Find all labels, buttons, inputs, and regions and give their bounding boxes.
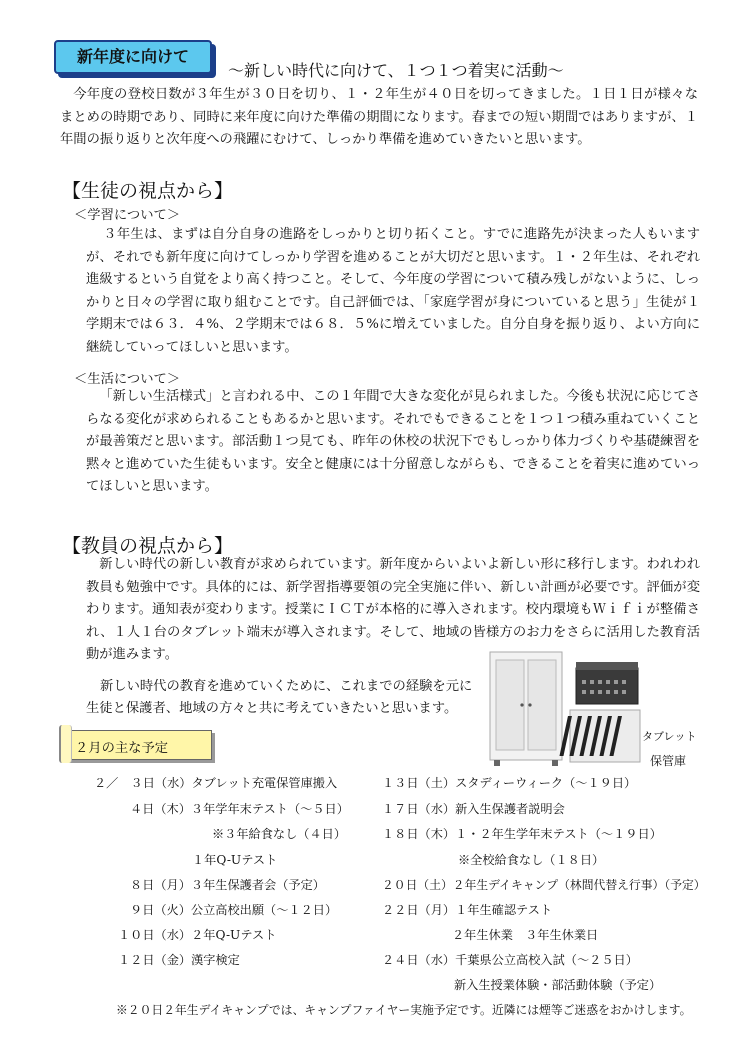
schedule-right-item: ２年生休業 ３年生休業日 [452,928,599,942]
life-paragraph: 「新しい生活様式」と言われる中、この１年間で大きな変化が見られました。今後も状況に応じてさらなる変化が求められることもあるかと思います。それでもできることを１つ１つ積み重ねていくことが最善策だと思います。部活動１つ見ても、昨年の休校の状況下でもしっかり体力づくりや基礎練習を黙々と進めていた生徒もいます。安全と健康には十分留意しながらも、できることを着実に進めていってほしいと思います。 [86,389,700,494]
schedule-right-item: １８日（木）１・２年生学年末テスト（～１９日） [382,827,662,841]
teachers-paragraph: 新しい時代の新しい教育が求められています。新年度からいよいよ新しい形に移行します。われわれ教員も勉強中です。具体的には、新学習指導要領の完全実施に伴い、新しい計画が必要です。評価が変わります。通知表が変わります。授業にＩＣＴが本格的に導入されます。校内環境もＷｉｆｉが整備され、１人１台のタブレット端末が導入されます。そして、地域の皆様方のお力をさらに活用した教育活動が進みます。 [86,557,700,662]
study-label: ＜学習について＞ [74,208,181,223]
tablet-storage-illustration [486,650,700,768]
schedule-right-item: ２２日（月）１年生確認テスト [382,903,553,917]
schedule-right-item: ２０日（土）２年生デイキャンプ（林間代替え行事）（予定） [382,878,706,892]
schedule-left-item: ※３年給食なし（４日） [212,827,347,841]
schedule-title: ２月の主な予定 [75,741,169,756]
teachers-paragraph-2-line1: 新しい時代の教育を進めていくために、これまでの経験を元に [100,679,473,694]
schedule-left-item: １年Q-Uテスト [192,853,278,867]
teachers-heading: 【教員の視点から】 [62,535,234,557]
schedule-right-item: １３日（土）スタディーウィーク（～１９日） [382,776,637,790]
schedule-left-item: １０日（水）２年Q-Uテスト [118,928,277,942]
life-label: ＜生活について＞ [74,372,181,387]
schedule-right-item: 新入生授業体験・部活動体験（予定） [454,978,662,992]
schedule-right-item: １７日（水）新入生保護者説明会 [382,802,565,816]
schedule-right-item: ２４日（水）千葉県公立高校入試（～２５日） [382,953,638,967]
section-badge: 新年度に向けて [54,40,212,74]
image-caption-1: タブレット [642,730,697,743]
tablet-storage-photo [486,650,700,768]
study-paragraph: ３年生は、まずは自分自身の進路をしっかりと切り拓くこと。すでに進路先が決まった人もいますが、それでも新年度に向けてしっかり学習を進めることが大切だと思います。１・２年生は、それぞれ進級するという自覚をより高く持つこと。そして、今年度の学習について積み残しがないように、しっかりと日々の学習に取り組むことです。自己評価では、「家庭学習が身についていると思う」生徒が１学期末では６３．４%、２学期末では６８．５%に増えていました。自分自身を振り返り、よい方向に継続していってほしいと思います。 [86,227,700,355]
students-heading: 【生徒の視点から】 [62,180,234,202]
schedule-note: ※２０日２年生デイキャンプでは、キャンプファイヤー実施予定です。近隣には煙等ご迷惑をおかけします。 [116,1003,692,1017]
image-caption-2: 保管庫 [650,754,687,768]
intro-paragraph: 今年度の登校日数が３年生が３０日を切り、１・２年生が４０日を切ってきました。１日１日が様々なまとめの時期であり、同時に来年度に向けた準備の期間になります。春までの短い期間ではありますが、１年間の振り返りと次年度への飛躍にむけて、しっかり準備を進めていきたいと思います。 [60,87,698,147]
schedule-left-item: ９日（火）公立高校出願（～１２日） [130,903,338,917]
teachers-paragraph-2-line2: 生徒と保護者、地域の方々と共に考えていきたいと思います。 [86,701,458,716]
schedule-left-item: ２／ ３日（水）タブレット充電保管庫搬入 [94,776,338,790]
schedule-left-item: １２日（金）漢字検定 [118,953,240,967]
schedule-left-item: ４日（木）３年学年末テスト（～５日） [130,802,349,816]
page-subtitle: ～新しい時代に向けて、１つ１つ着実に活動～ [228,61,564,80]
schedule-title-box [66,730,212,760]
schedule-left-item: ８日（月）３年生保護者会（予定） [130,878,325,892]
schedule-right-item: ※全校給食なし（１８日） [458,853,605,867]
